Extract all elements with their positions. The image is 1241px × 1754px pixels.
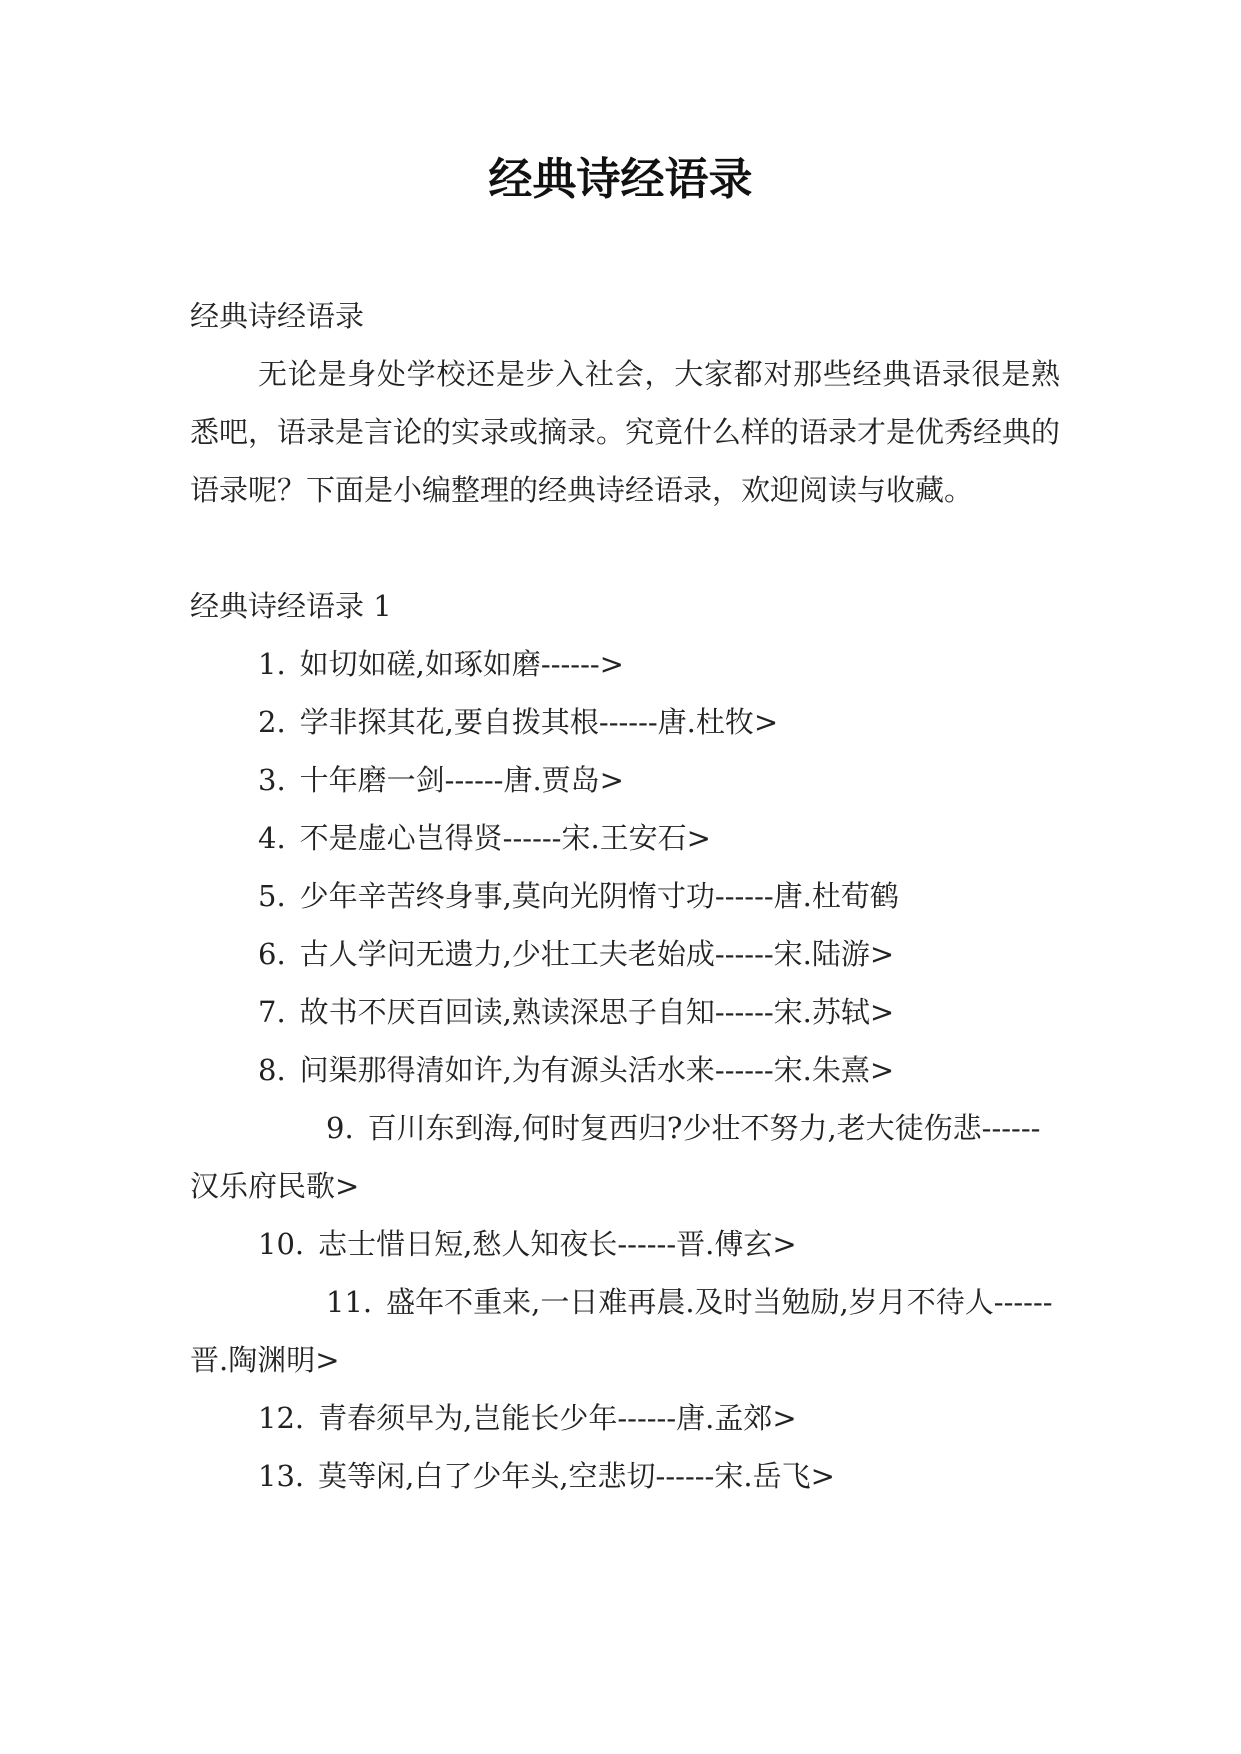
item-text: 少年辛苦终身事,莫向光阴惰寸功------唐.杜荀鹤 — [299, 879, 899, 913]
item-text: 学非探其花,要自拨其根------唐.杜牧> — [299, 705, 779, 739]
list-item — [190, 983, 1060, 1041]
document-title: 经典诗经语录 — [488, 154, 753, 205]
item-text: 十年磨一剑------唐.贾岛> — [299, 763, 624, 797]
item-text: 问渠那得清如许,为有源头活水来------宋.朱熹> — [299, 1053, 895, 1087]
item-number: 7. — [258, 995, 286, 1029]
list-item — [190, 751, 1060, 809]
list-item — [190, 925, 1060, 983]
list-item — [190, 1273, 1060, 1389]
list-item — [190, 1389, 1060, 1447]
list-item — [190, 867, 1060, 925]
list-item — [190, 809, 1060, 867]
section-heading: 经典诗经语录 1 — [190, 589, 392, 623]
intro-paragraph: 无论是身处学校还是步入社会，大家都对那些经典语录很是熟悉吧，语录是言论的实录或摘录。究竟什么样的语录才是优秀经典的语录呢？下面是小编整理的经典诗经语录，欢迎阅读与收藏。 — [190, 357, 1061, 507]
item-text: 莫等闲,白了少年头,空悲切------宋.岳飞> — [318, 1459, 835, 1493]
item-number: 1. — [258, 647, 286, 681]
item-number: 9. — [326, 1111, 354, 1145]
item-number: 10. — [258, 1227, 305, 1261]
item-number: 4. — [258, 821, 286, 855]
item-number: 6. — [258, 937, 286, 971]
item-number: 11. — [326, 1285, 373, 1319]
list-item — [190, 1041, 1060, 1099]
list-item — [190, 1447, 1060, 1505]
item-number: 12. — [258, 1401, 305, 1435]
list-item — [190, 635, 1060, 693]
item-number: 2. — [258, 705, 286, 739]
document-body — [190, 287, 1060, 1505]
item-text: 百川东到海,何时复西归?少壮不努力,老大徒伤悲------汉乐府民歌> — [190, 1111, 1041, 1203]
item-text: 故书不厌百回读,熟读深思子自知------宋.苏轼> — [299, 995, 895, 1029]
body-heading: 经典诗经语录 — [190, 299, 365, 333]
item-text: 青春须早为,岂能长少年------唐.孟郊> — [318, 1401, 797, 1435]
item-number: 5. — [258, 879, 286, 913]
item-number: 13. — [258, 1459, 305, 1493]
item-text: 如切如磋,如琢如磨------> — [299, 647, 624, 681]
list-item — [190, 1215, 1060, 1273]
item-text: 古人学问无遗力,少壮工夫老始成------宋.陆游> — [299, 937, 895, 971]
quote-list — [190, 635, 1060, 1505]
item-number: 3. — [258, 763, 286, 797]
paragraph-spacer — [190, 519, 1060, 577]
list-item — [190, 1099, 1060, 1215]
list-item — [190, 693, 1060, 751]
item-text: 不是虚心岂得贤------宋.王安石> — [299, 821, 711, 855]
item-text: 盛年不重来,一日难再晨.及时当勉励,岁月不待人------晋.陶渊明> — [190, 1285, 1053, 1377]
item-text: 志士惜日短,愁人知夜长------晋.傅玄> — [318, 1227, 797, 1261]
item-number: 8. — [258, 1053, 286, 1087]
